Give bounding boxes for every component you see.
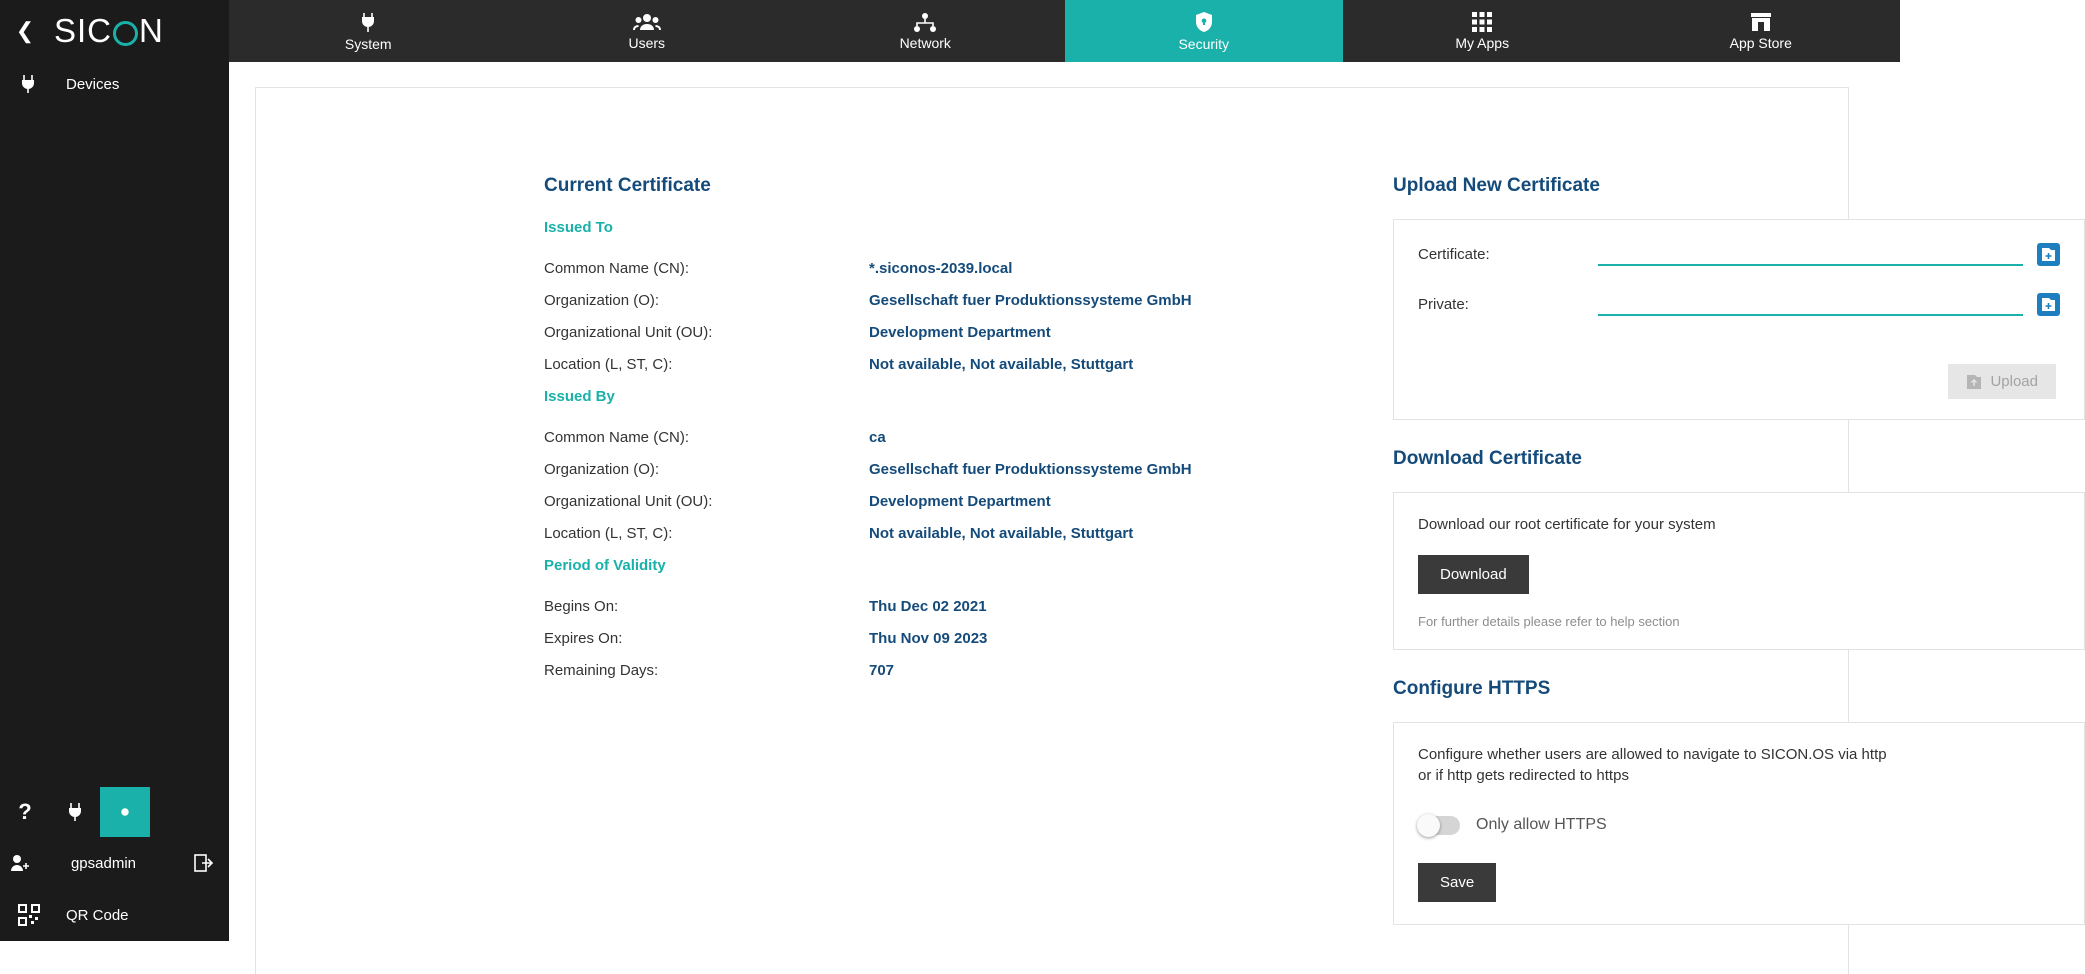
tab-my-apps[interactable] <box>1343 0 1622 62</box>
detail-key: Organizational Unit (OU): <box>544 324 713 341</box>
tab-label: Network <box>899 35 951 51</box>
tab-users[interactable] <box>508 0 787 62</box>
logo-text-left: SIC <box>54 12 113 49</box>
detail-row <box>544 461 1364 478</box>
detail-key: Organization (O): <box>544 461 660 478</box>
private-key-input[interactable] <box>1598 292 2023 316</box>
shield-icon <box>1194 11 1214 33</box>
only-allow-https-label: Only allow HTTPS <box>1476 816 1607 833</box>
download-hint: For further details please refer to help section <box>1418 613 1680 629</box>
private-label: Private: <box>1418 295 1469 313</box>
detail-key: Location (L, ST, C): <box>544 525 673 542</box>
users-icon <box>634 12 660 32</box>
certificate-field-row <box>1418 242 2060 266</box>
detail-key: Organizational Unit (OU): <box>544 493 713 510</box>
period-of-validity-heading: Period of Validity <box>544 557 666 574</box>
detail-row <box>544 356 1364 373</box>
private-field-row <box>1418 292 2060 316</box>
download-certificate-card <box>1393 492 2085 650</box>
tab-app-store[interactable] <box>1622 0 1901 62</box>
detail-value: *.siconos-2039.local <box>869 260 1013 277</box>
https-description-line2: or if http gets redirected to https <box>1418 767 1629 784</box>
tab-security[interactable] <box>1065 0 1344 62</box>
upload-certificate-title: Upload New Certificate <box>1393 175 1600 196</box>
detail-value: Development Department <box>869 324 1051 341</box>
tab-label: Users <box>628 35 666 51</box>
detail-value: Not available, Not available, Stuttgart <box>869 525 1134 542</box>
detail-row <box>544 630 1364 647</box>
detail-key: Common Name (CN): <box>544 260 690 277</box>
detail-key: Organization (O): <box>544 292 660 309</box>
detail-row <box>544 598 1364 615</box>
issued-to-heading: Issued To <box>544 219 613 236</box>
https-toggle-row <box>1418 816 2060 835</box>
security-panel <box>255 87 2038 974</box>
save-button[interactable]: Save <box>1418 863 1496 902</box>
device-plug-icon[interactable] <box>50 787 100 837</box>
tab-label: Security <box>1178 36 1230 52</box>
detail-row <box>544 260 1364 277</box>
detail-value: Development Department <box>869 493 1051 510</box>
toggle-knob <box>1417 814 1440 837</box>
page-title: Current Certificate <box>544 175 711 196</box>
file-add-icon[interactable] <box>2037 293 2060 316</box>
only-allow-https-toggle[interactable] <box>1418 816 1460 835</box>
sicon-logo <box>54 12 164 50</box>
detail-value: Not available, Not available, Stuttgart <box>869 356 1134 373</box>
right-column <box>1393 175 2085 925</box>
sidebar-username: gpsadmin <box>70 854 137 872</box>
gear-icon[interactable] <box>100 787 150 837</box>
detail-key: Expires On: <box>544 630 623 647</box>
logout-icon[interactable] <box>179 854 229 872</box>
download-certificate-title: Download Certificate <box>1393 448 1582 469</box>
detail-key: Remaining Days: <box>544 662 659 679</box>
device-plug-icon <box>10 74 46 94</box>
logo-ring-icon <box>113 21 138 46</box>
sidebar-qr-row[interactable] <box>0 889 229 941</box>
sidebar-item-label: Devices <box>66 75 120 93</box>
top-navigation <box>229 0 1900 62</box>
certificate-label: Certificate: <box>1418 245 1490 263</box>
sidebar <box>0 0 229 941</box>
upload-button[interactable] <box>1948 364 2056 399</box>
sidebar-user-row <box>0 837 229 889</box>
detail-key: Location (L, ST, C): <box>544 356 673 373</box>
sidebar-header <box>0 0 229 62</box>
detail-value: ca <box>869 429 886 446</box>
tab-label: My Apps <box>1455 35 1510 51</box>
upload-file-icon <box>1966 374 1982 390</box>
configure-https-title: Configure HTTPS <box>1393 677 1551 699</box>
help-icon[interactable]: ? <box>18 799 32 824</box>
upload-button-label: Upload <box>1990 373 2038 390</box>
detail-row <box>544 662 1364 679</box>
detail-value: Gesellschaft fuer Produktionssysteme GmbH <box>869 292 1192 309</box>
certificate-input[interactable] <box>1598 242 2023 266</box>
detail-key: Begins On: <box>544 598 619 615</box>
system-icon <box>359 11 377 33</box>
detail-value: Thu Dec 02 2021 <box>869 598 987 615</box>
download-button[interactable]: Download <box>1418 555 1529 594</box>
current-certificate-section <box>544 175 1364 694</box>
https-description-line1: Configure whether users are allowed to navigate to SICON.OS via http <box>1418 745 1887 763</box>
tab-label: App Store <box>1729 35 1792 51</box>
network-icon <box>913 12 937 32</box>
tab-network[interactable] <box>786 0 1065 62</box>
detail-row <box>544 429 1364 446</box>
detail-row <box>544 324 1364 341</box>
detail-key: Common Name (CN): <box>544 429 690 446</box>
content-area <box>229 62 2038 941</box>
detail-value: 707 <box>869 662 895 679</box>
sidebar-item-devices[interactable] <box>0 62 229 106</box>
tab-system[interactable] <box>229 0 508 62</box>
apps-grid-icon <box>1472 12 1492 32</box>
store-icon <box>1750 12 1772 32</box>
sidebar-qr-label: QR Code <box>66 906 129 924</box>
issued-by-heading: Issued By <box>544 388 615 405</box>
detail-row <box>544 525 1364 542</box>
back-chevron-icon[interactable]: ❮ <box>15 18 35 43</box>
detail-row <box>544 493 1364 510</box>
tab-label: System <box>344 36 392 52</box>
detail-row <box>544 292 1364 309</box>
logo-text-right: N <box>139 12 164 49</box>
download-description: Download our root certificate for your system <box>1418 516 1716 533</box>
upload-certificate-card <box>1393 219 2085 420</box>
sidebar-footer <box>0 787 229 941</box>
file-add-icon[interactable] <box>2037 243 2060 266</box>
detail-value: Thu Nov 09 2023 <box>869 630 988 647</box>
detail-value: Gesellschaft fuer Produktionssysteme GmbH <box>869 461 1192 478</box>
qr-code-icon <box>14 905 44 925</box>
sidebar-footer-icons <box>0 787 229 837</box>
configure-https-card <box>1393 722 2085 925</box>
